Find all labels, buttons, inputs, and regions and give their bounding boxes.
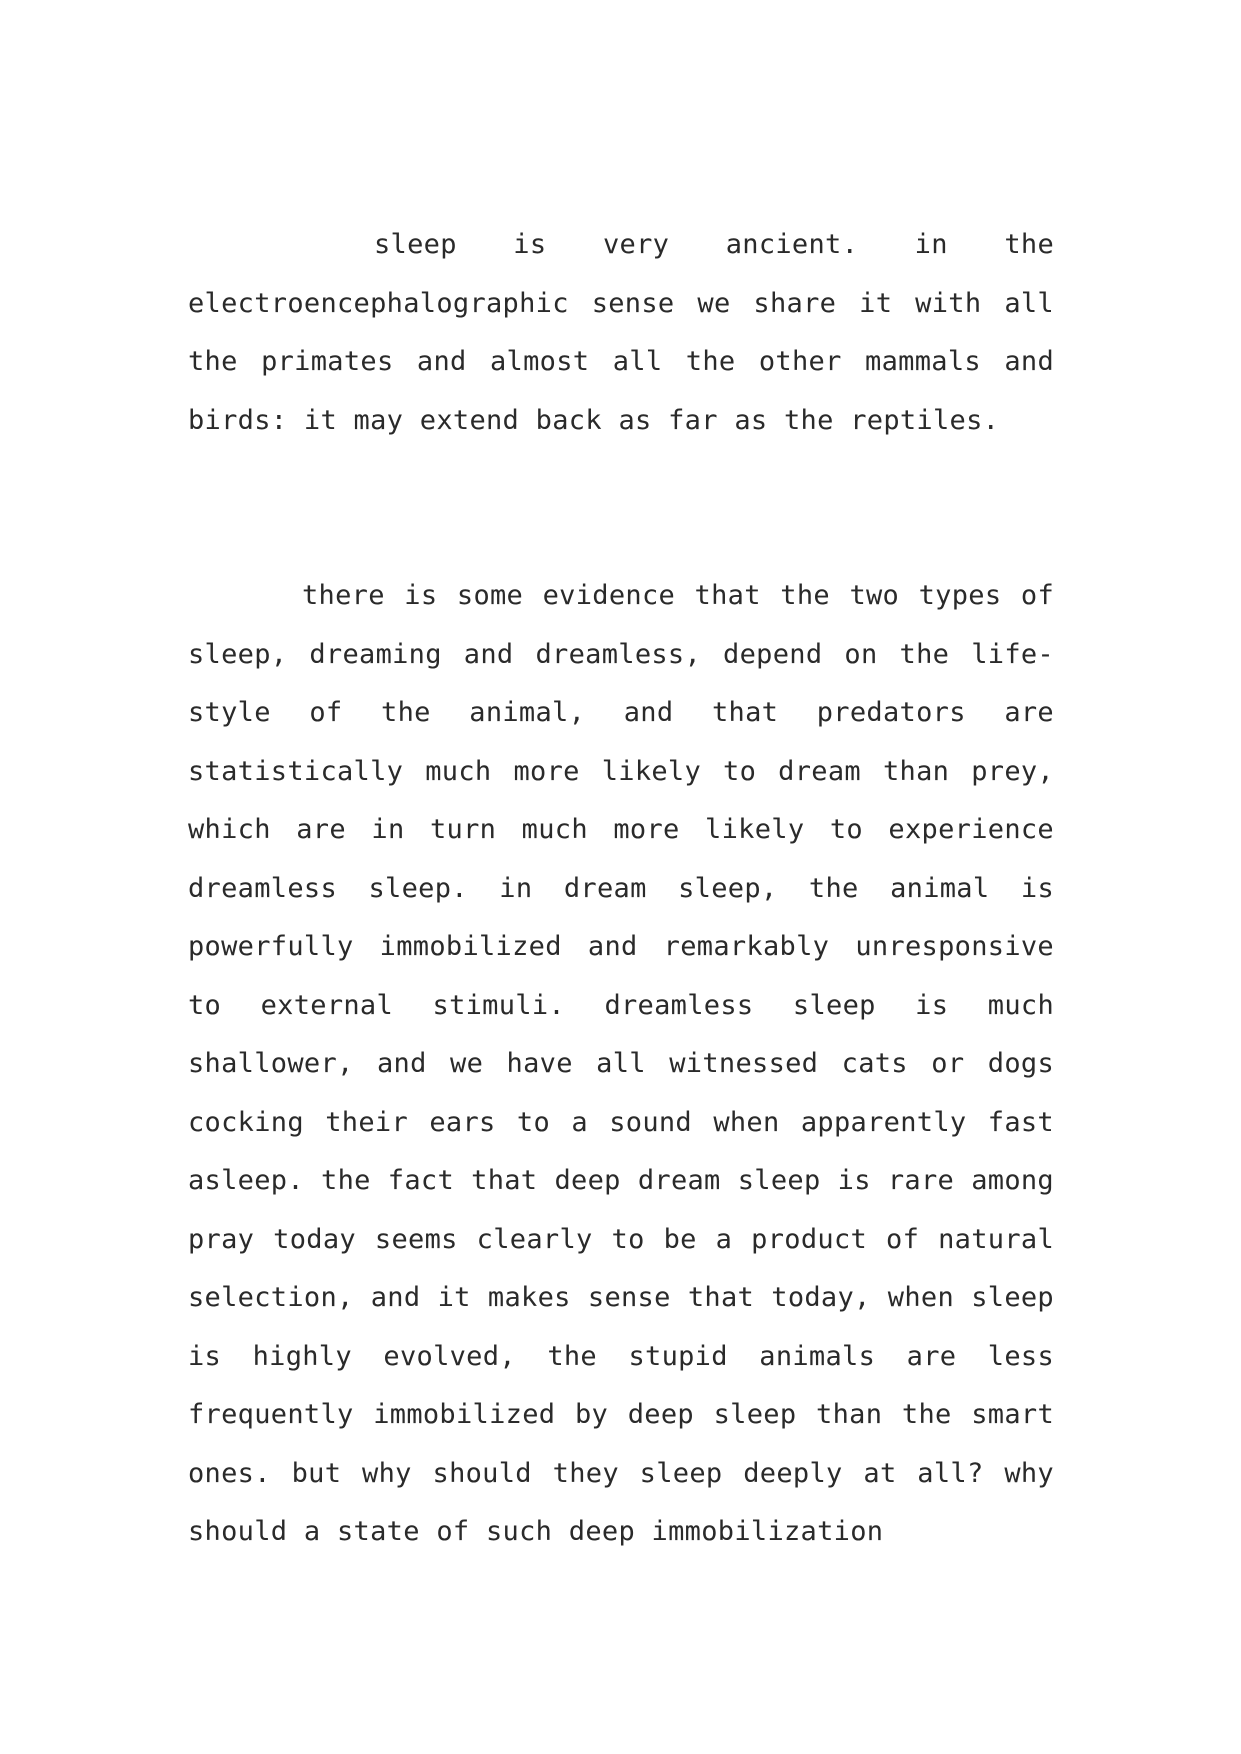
paragraph-1: sleep is very ancient. in the electroencephalographic sense we share it with all the primates and almost all the other mammals and birds: it may extend back as far as the reptiles.	[188, 229, 1054, 436]
paragraph-2: there is some evidence that the two types of sleep, dreaming and dreamless, depend on the life-style of the animal, and that predators are statistically much more likely to dream than prey, which are in turn much more likely to experience dreamless sleep. in dream sleep, the animal is powerfully immobilized and remarkably unresponsive to external stimuli. dreamless sleep is much shallower, and we have all witnessed cats or dogs cocking their ears to a sound when apparently fast asleep. the fact that deep dream sleep is rare among pray today seems clearly to be a product of natural selection, and it makes sense that today, when sleep is highly evolved, the stupid animals are less frequently immobilized by deep sleep than the smart ones. but why should they sleep deeply at all? why should a state of such deep immobilization	[188, 580, 1054, 1547]
